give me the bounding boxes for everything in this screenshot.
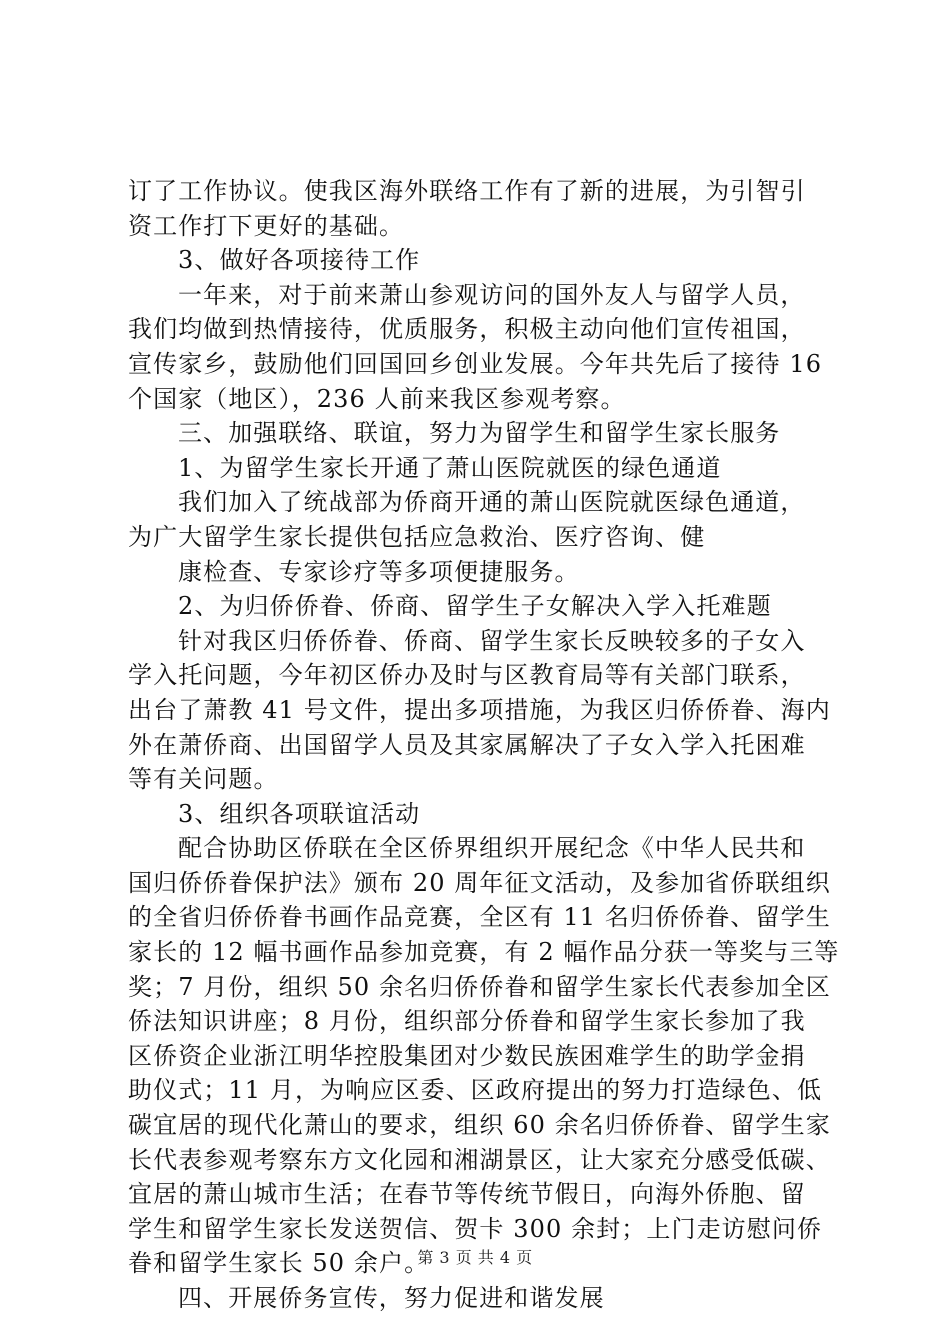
text-line: 外在萧侨商、出国留学人员及其家属解决了子女入学入托困难 [128, 730, 806, 759]
text-line: 2、为归侨侨眷、侨商、留学生子女解决入学入托难题 [178, 592, 772, 621]
text-line: 奖；7 月份，组织 50 余名归侨侨眷和留学生家长代表参加全区 [128, 972, 831, 1001]
text-line: 学生和留学生家长发送贺信、贺卡 300 余封；上门走访慰问侨 [128, 1214, 823, 1243]
text-line: 宜居的萧山城市生活；在春节等传统节假日，向海外侨胞、留 [128, 1180, 806, 1209]
text-line: 出台了萧教 41 号文件，提出多项措施，为我区归侨侨眷、海内 [128, 695, 831, 724]
text-line: 我们均做到热情接待，优质服务，积极主动向他们宣传祖国， [128, 315, 806, 344]
text-line: 一年来，对于前来萧山参观访问的国外友人与留学人员， [178, 280, 806, 309]
text-line: 的全省归侨侨眷书画作品竞赛，全区有 11 名归侨侨眷、留学生 [128, 903, 831, 932]
text-line: 资工作打下更好的基础。 [128, 211, 405, 240]
text-line: 个国家（地区），236 人前来我区参观考察。 [128, 384, 626, 413]
document-body [128, 174, 840, 1316]
page-footer: 第 3 页 共 4 页 [417, 1248, 533, 1267]
text-line: 宣传家乡，鼓励他们回国回乡创业发展。今年共先后了接待 16 [128, 349, 823, 378]
text-line: 家长的 12 幅书画作品参加竞赛，有 2 幅作品分获一等奖与三等 [128, 938, 840, 967]
text-line: 三、加强联络、联谊，努力为留学生和留学生家长服务 [178, 419, 781, 448]
text-line: 针对我区归侨侨眷、侨商、留学生家长反映较多的子女入 [178, 626, 806, 655]
text-line: 订了工作协议。使我区海外联络工作有了新的进展，为引智引 [128, 177, 806, 205]
text-line: 国归侨侨眷保护法》颁布 20 周年征文活动，及参加省侨联组织 [128, 868, 831, 897]
text-line: 我们加入了统战部为侨商开通的萧山医院就医绿色通道， [178, 488, 806, 517]
text-line: 1、为留学生家长开通了萧山医院就医的绿色通道 [178, 453, 722, 482]
text-line: 等有关问题。 [128, 765, 279, 794]
text-line: 侨法知识讲座；8 月份，组织部分侨眷和留学生家长参加了我 [128, 1007, 806, 1036]
text-line: 区侨资企业浙江明华控股集团对少数民族困难学生的助学金捐 [128, 1041, 806, 1070]
text-line: 助仪式；11 月，为响应区委、区政府提出的努力打造绿色、低 [128, 1076, 823, 1105]
text-line: 碳宜居的现代化萧山的要求，组织 60 余名归侨侨眷、留学生家 [128, 1111, 831, 1140]
text-line: 配合协助区侨联在全区侨界组织开展纪念《中华人民共和 [178, 834, 806, 863]
text-line: 眷和留学生家长 50 余户。 [128, 1249, 430, 1278]
text-line: 3、做好各项接待工作 [178, 246, 421, 275]
text-line: 为广大留学生家长提供包括应急救治、医疗咨询、健 [128, 522, 706, 551]
text-line: 学入托问题，今年初区侨办及时与区教育局等有关部门联系， [128, 661, 806, 690]
text-line: 长代表参观考察东方文化园和湘湖景区，让大家充分感受低碳、 [128, 1145, 831, 1174]
text-line: 康检查、专家诊疗等多项便捷服务。 [178, 557, 580, 586]
text-line: 四、开展侨务宣传，努力促进和谐发展 [178, 1284, 605, 1312]
text-line: 3、组织各项联谊活动 [178, 799, 421, 828]
